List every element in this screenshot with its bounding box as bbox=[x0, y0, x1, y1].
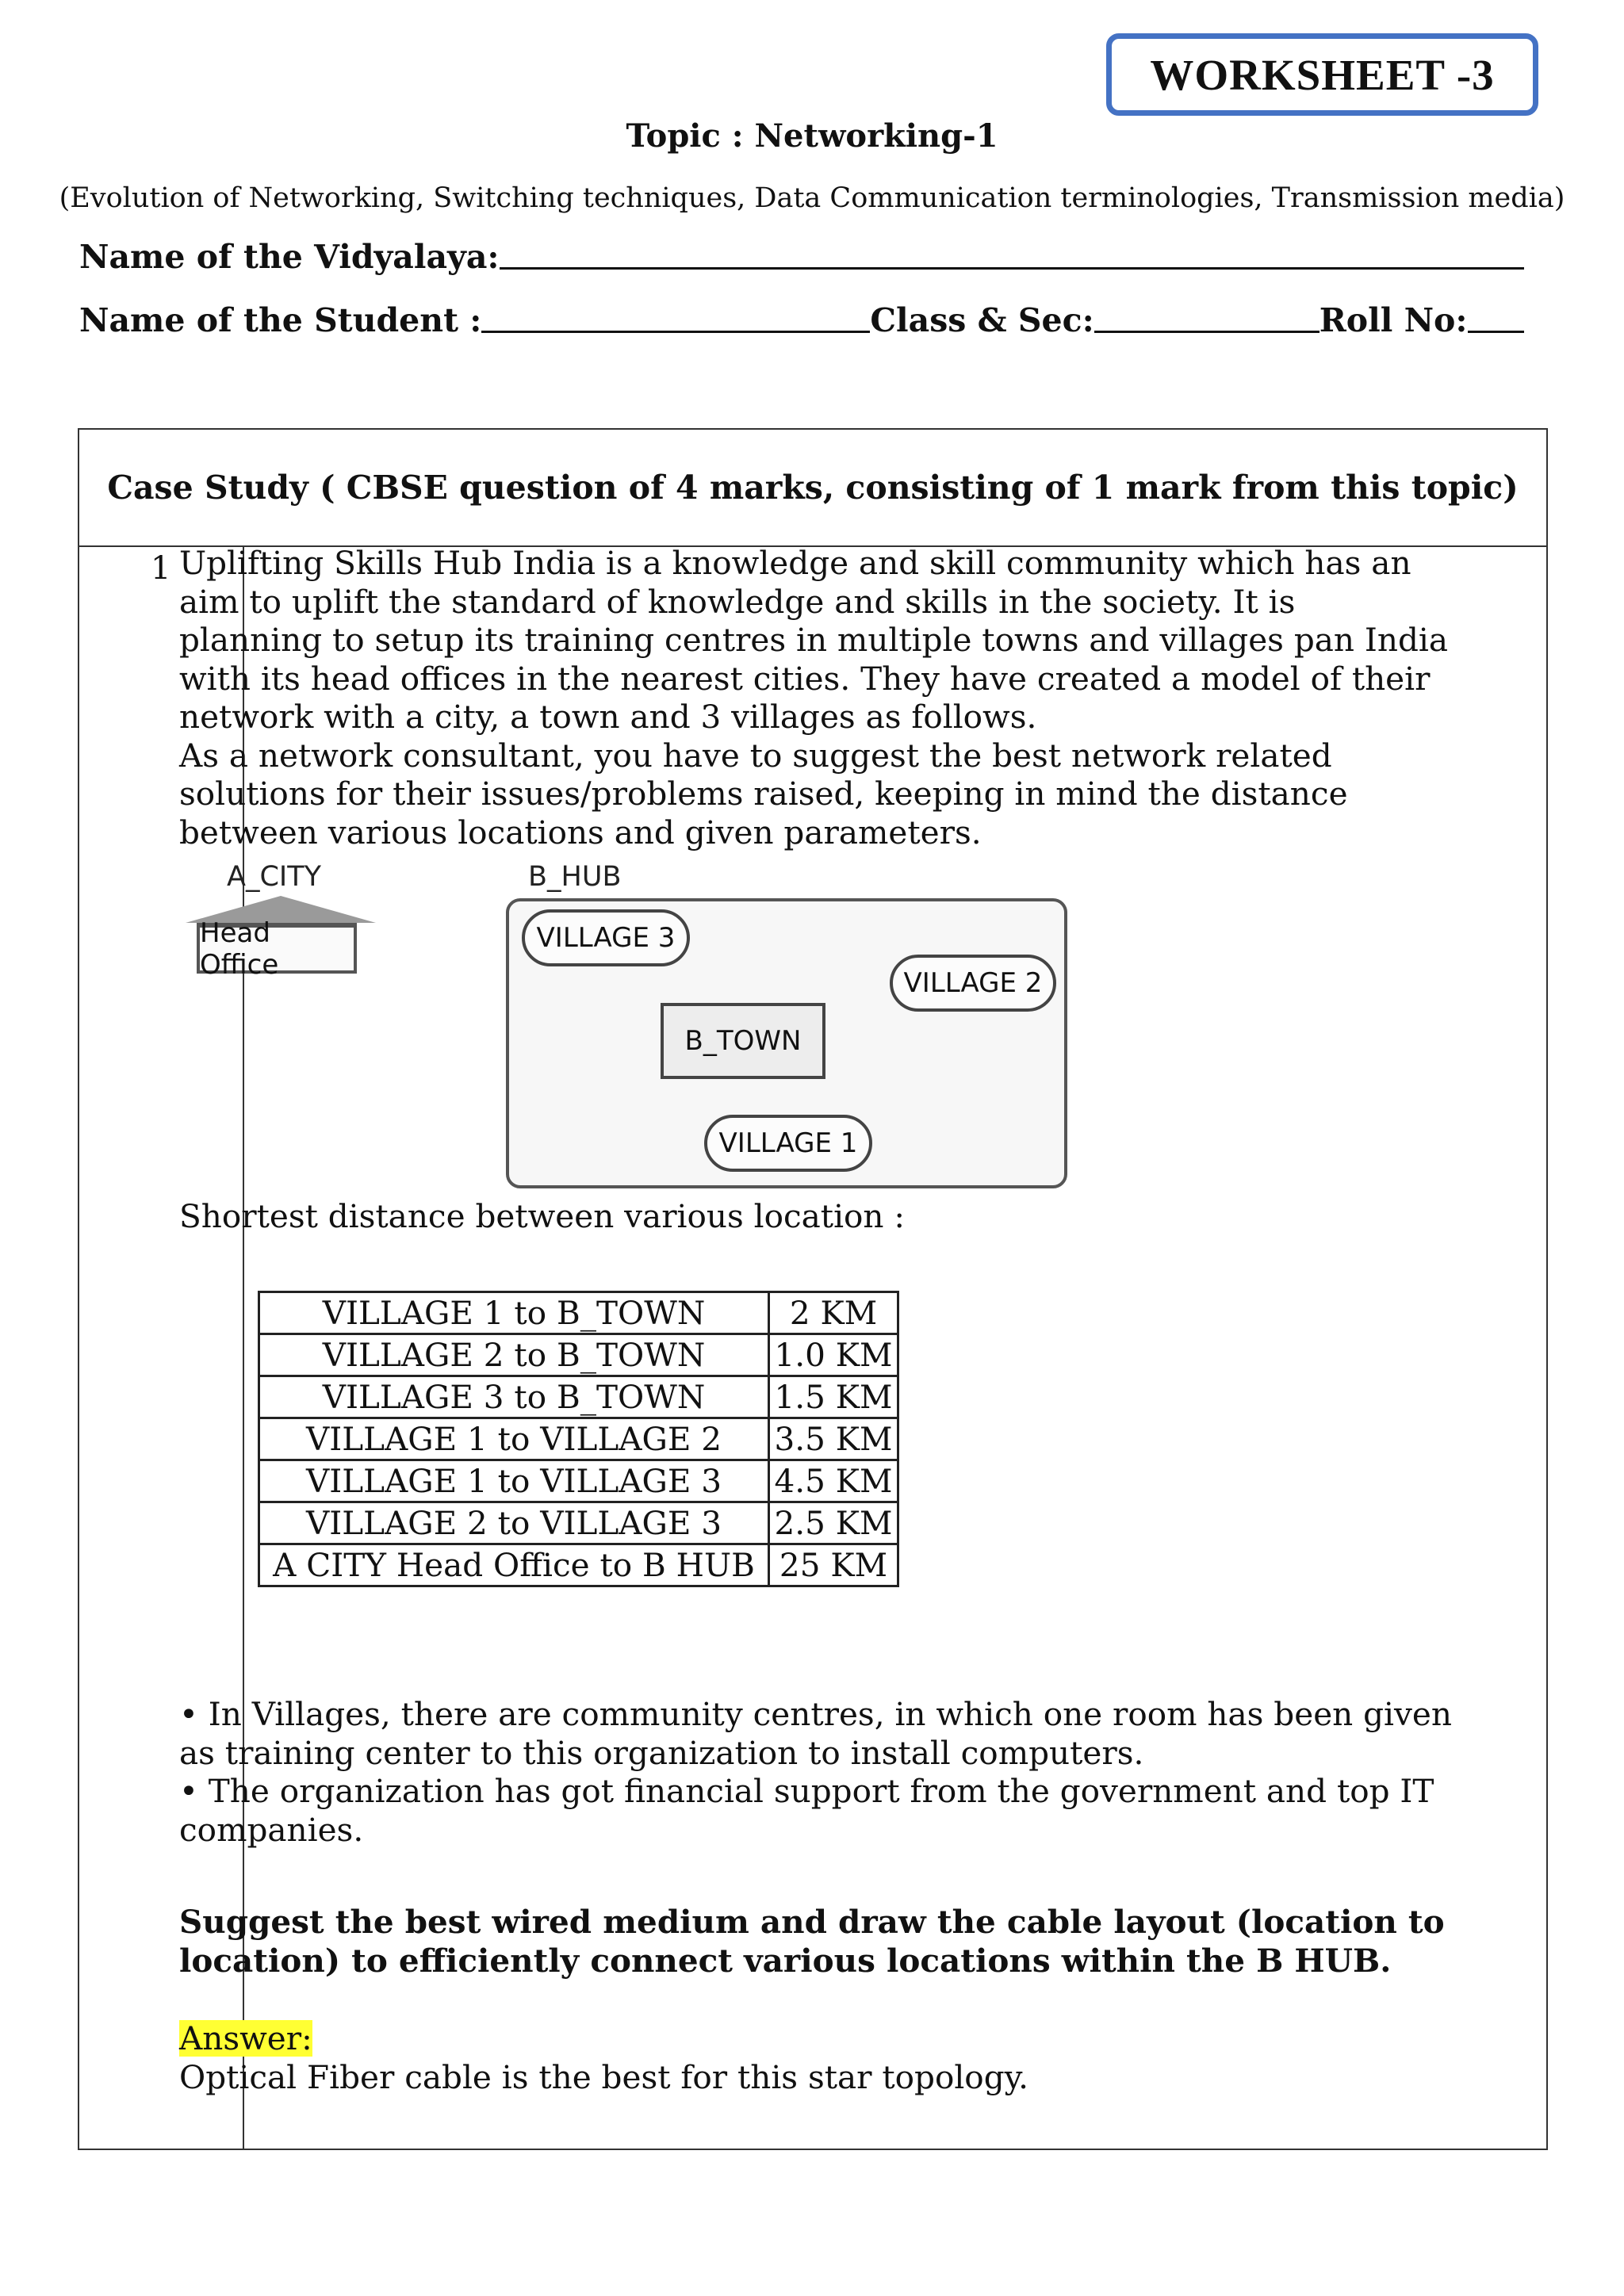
distance-cell: 1.5 KM bbox=[769, 1376, 898, 1418]
case-study-header: Case Study ( CBSE question of 4 marks, consisting of 1 mark from this topic) bbox=[79, 430, 1546, 547]
subtopics: (Evolution of Networking, Switching techniques, Data Communication terminologies, Transmission media) bbox=[59, 182, 1565, 214]
note-item: • In Villages, there are community centres, in which one room has been given as training center to this organization to install computers. bbox=[179, 1695, 1452, 1772]
roll-blank[interactable] bbox=[1468, 331, 1524, 333]
distance-title: Shortest distance between various location : bbox=[179, 1197, 906, 1235]
table-row bbox=[259, 1376, 898, 1418]
vidyalaya-label: Name of the Vidyalaya: bbox=[79, 238, 500, 276]
route-cell: VILLAGE 3 to B_TOWN bbox=[259, 1376, 769, 1418]
table-row bbox=[259, 1460, 898, 1502]
answer-text: Optical Fiber cable is the best for this star topology. bbox=[179, 2058, 1028, 2096]
a-city-label: A_CITY bbox=[227, 861, 321, 893]
table-row bbox=[259, 1418, 898, 1460]
b-town-node: B_TOWN bbox=[661, 1003, 825, 1079]
b-hub-label: B_HUB bbox=[528, 861, 622, 893]
head-office-box: Head Office bbox=[197, 923, 357, 974]
village2-node: VILLAGE 2 bbox=[890, 955, 1056, 1012]
route-cell: VILLAGE 1 to B_TOWN bbox=[259, 1292, 769, 1334]
table-row bbox=[259, 1292, 898, 1334]
note-item: • The organization has got financial support from the government and top IT companies. bbox=[179, 1772, 1434, 1849]
class-blank[interactable] bbox=[1094, 331, 1320, 333]
route-cell: VILLAGE 2 to B_TOWN bbox=[259, 1334, 769, 1376]
village1-node: VILLAGE 1 bbox=[704, 1115, 872, 1172]
village3-node: VILLAGE 3 bbox=[522, 909, 690, 966]
intro-paragraph: Uplifting Skills Hub India is a knowledge and skill community which has an aim to uplift the standard of knowledge and skills in the society. It is planning to setup its training centres in multiple towns and villages pan India with its head offices in the nearest cities. They have created a model of their network with a city, a town and 3 villages as follows. bbox=[179, 544, 1448, 736]
worksheet-badge: WORKSHEET -3 bbox=[1106, 33, 1538, 116]
network-diagram bbox=[179, 856, 1083, 1197]
distance-cell: 25 KM bbox=[769, 1544, 898, 1586]
route-cell: VILLAGE 1 to VILLAGE 3 bbox=[259, 1460, 769, 1502]
route-cell: VILLAGE 1 to VILLAGE 2 bbox=[259, 1418, 769, 1460]
route-cell: VILLAGE 2 to VILLAGE 3 bbox=[259, 1502, 769, 1544]
vidyalaya-blank[interactable] bbox=[500, 267, 1524, 270]
table-row bbox=[259, 1334, 898, 1376]
student-blank[interactable] bbox=[481, 331, 870, 333]
roll-label: Roll No: bbox=[1319, 301, 1468, 339]
distance-table bbox=[258, 1291, 899, 1587]
distance-cell: 2.5 KM bbox=[769, 1502, 898, 1544]
table-row bbox=[259, 1544, 898, 1586]
topic-title: Topic : Networking-1 bbox=[626, 117, 998, 155]
distance-cell: 4.5 KM bbox=[769, 1460, 898, 1502]
distance-cell: 1.0 KM bbox=[769, 1334, 898, 1376]
table-row bbox=[259, 1502, 898, 1544]
question-text: Suggest the best wired medium and draw the cable layout (location to location) to efficiently connect various locations within the B HUB. bbox=[179, 1903, 1445, 1980]
vidyalaya-field bbox=[79, 238, 1524, 276]
distance-cell: 3.5 KM bbox=[769, 1418, 898, 1460]
answer-label: Answer: bbox=[179, 2019, 312, 2057]
case-intro bbox=[179, 544, 1448, 851]
notes bbox=[179, 1695, 1464, 1849]
distance-cell: 2 KM bbox=[769, 1292, 898, 1334]
student-label: Name of the Student : bbox=[79, 301, 482, 339]
intro-paragraph-2: As a network consultant, you have to suggest the best network related solutions for their issues/problems raised, keeping in mind the distance between various locations and given parameters. bbox=[179, 736, 1348, 851]
class-label: Class & Sec: bbox=[870, 301, 1094, 339]
question-number: 1 bbox=[151, 550, 171, 587]
student-field-row bbox=[79, 301, 1524, 339]
route-cell: A CITY Head Office to B HUB bbox=[259, 1544, 769, 1586]
